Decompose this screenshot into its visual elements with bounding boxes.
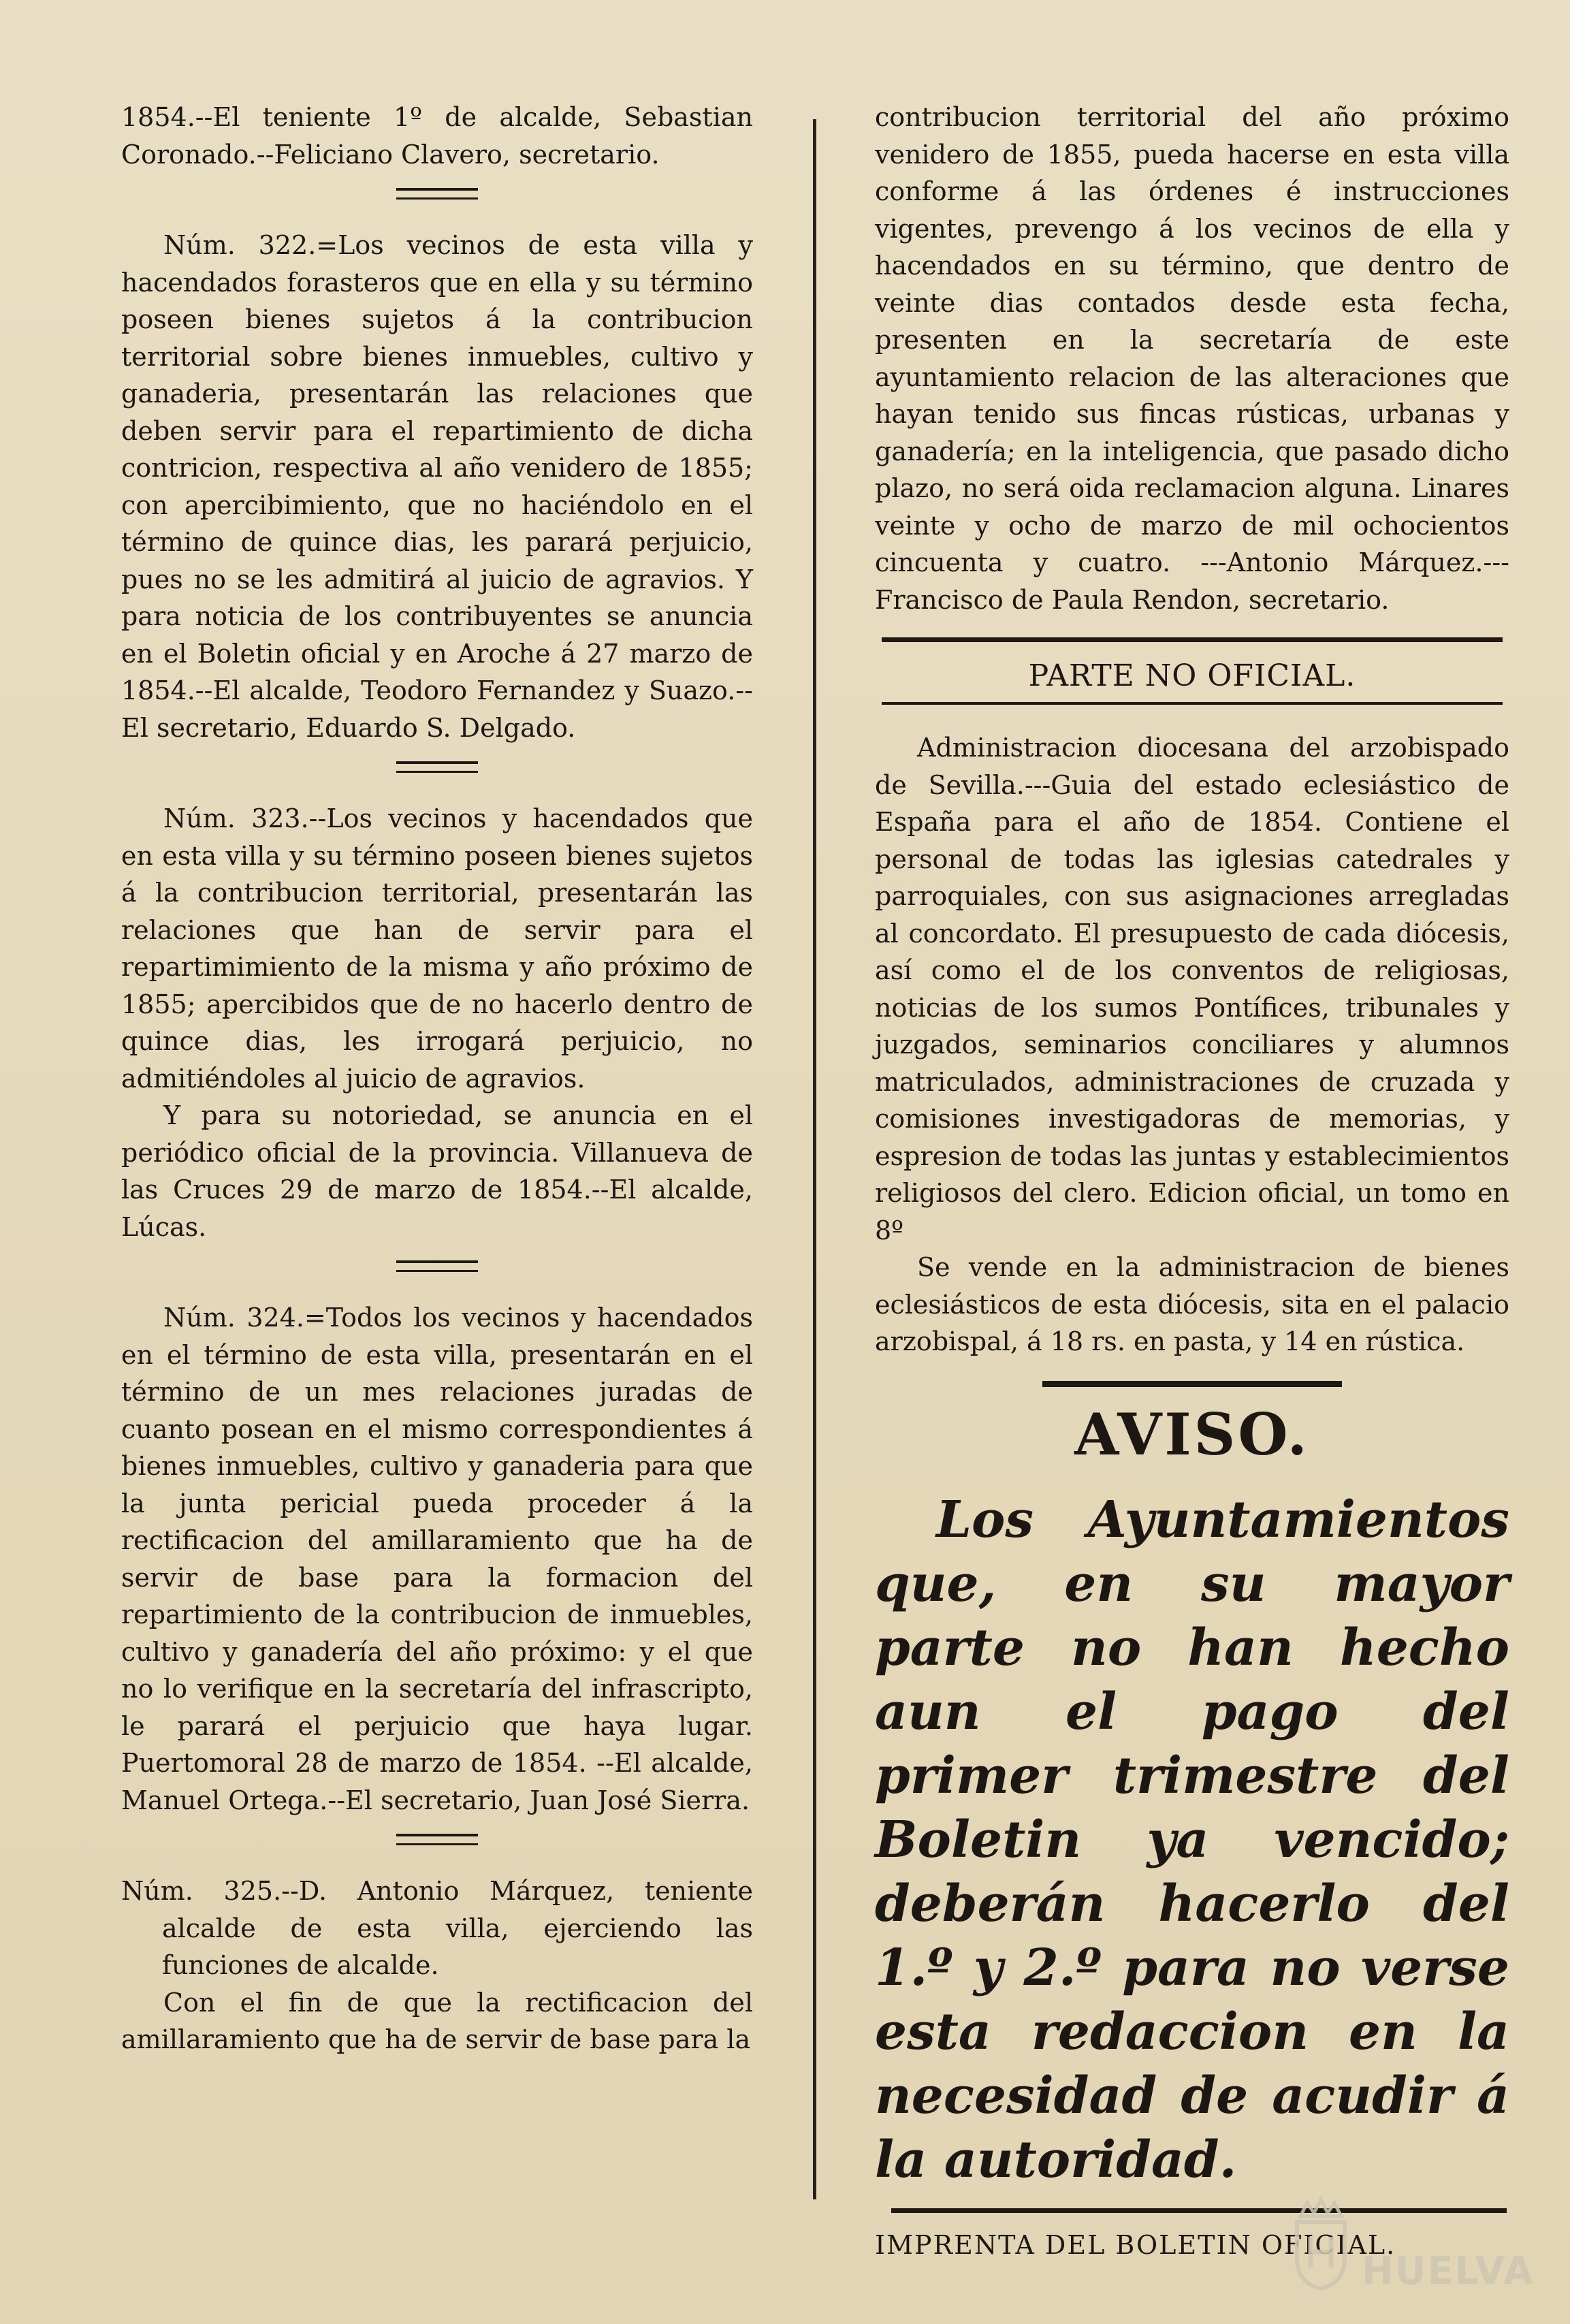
notice-325-continuation: contribucion territorial del año próximo venidero de 1855, pueda hacerse en esta villa conforme á las órdenes é instrucciones vigentes, prevengo á los vecinos de ella y hacendados en su término, que dentro de veinte dias contados desde esta fecha, presenten en la secretaría de este ayuntamiento relacion de las alteraciones que hayan tenido sus fincas rústicas, urbanas y ganadería; en la inteligencia, que pasado dicho plazo, no será oida reclamacion alguna. Linares veinte y ocho de marzo de mil ochocientos cincuenta y cuatro. ---Antonio Márquez.---Francisco de Paula Rendon, secretario. (875, 102, 1509, 615)
watermark-text: HUELVA (1362, 2249, 1535, 2293)
archive-watermark (1287, 2196, 1535, 2298)
separator (396, 188, 478, 200)
notice-324: Núm. 324.=Todos los vecinos y hacendados en el término de esta villa, presentarán en el término de un mes relaciones juradas de cuanto posean en el mismo correspondientes á bienes inmuebles, cultivo y ganaderia para que la junta pericial pueda proceder á la rectificacion del amillaramiento que ha de servir de base para la formacion del repartimiento de la contribucion de inmuebles, cultivo y ganadería del año próximo: y el que no lo verifique en la secretaría del infrascripto, le parará el perjuicio que haya lugar. Puertomoral 28 de marzo de 1854. --El alcalde, Manuel Ortega.--El secretario, Juan José Sierra. (121, 1303, 753, 1815)
separator (396, 761, 478, 773)
aviso-rule (1042, 1381, 1342, 1387)
diocesan-guide-notice: Administracion diocesana del arzobispado de Sevilla.---Guia del estado eclesiástico de España para el año de 1854. Contiene el personal de todas las iglesias catedrales y parroquiales, con sus asignaciones arregladas al concordato. El presupuesto de cada diócesis, así como el de los conventos de religiosas, noticias de los sumos Pontífices, tribunales y juzgados, seminarios conciliares y alumnos matriculados, administraciones de cruzada y comisiones investigadoras de memorias, y espresion de todas las juntas y establecimientos religiosos del clero. Edicion oficial, un tomo en 8º (875, 733, 1509, 1245)
notice-325-body: Con el fin de que la rectificacion del amillaramiento que ha de servir de base para la (121, 1987, 753, 2054)
separator (396, 1260, 478, 1272)
section-heading: PARTE NO OFICIAL. (1028, 658, 1356, 693)
right-column (875, 99, 1509, 2263)
section-rule-bottom (882, 702, 1503, 705)
diocesan-guide-sale: Se vende en la administracion de bienes eclesiásticos de esta diócesis, sita en el palacio arzobispal, á 18 rs. en pasta, y 14 en rústica. (875, 1252, 1509, 1356)
left-column (121, 99, 753, 2058)
notice-321-end: 1854.--El teniente 1º de alcalde, Sebastian Coronado.--Feliciano Clavero, secretario. (121, 102, 753, 170)
column-divider (813, 119, 816, 2199)
notice-322: Núm. 322.=Los vecinos de esta villa y hacendados forasteros que en ella y su término poseen bienes sujetos á la contribucion territorial sobre bienes inmuebles, cultivo y ganaderia, presentarán las relaciones que deben servir para el repartimiento de dicha contricion, respectiva al año venidero de 1855; con apercibimiento, que no haciéndolo en el término de quince dias, les parará perjuicio, pues no se les admitirá al juicio de agravios. Y para noticia de los contribuyentes se anuncia en el Boletin oficial y en Aroche á 27 marzo de 1854.--El alcalde, Teodoro Fernandez y Suazo.--El secretario, Eduardo S. Delgado. (121, 230, 753, 743)
aviso-body: Los Ayuntamientos que, en su mayor parte no han hecho aun el pago del primer trimestre del Boletin ya vencido; deberán hacerlo del 1.º y 2.º para no verse esta redaccion en la necesidad de acudir á la autoridad. (875, 1490, 1509, 2189)
notice-323-close: Y para su notoriedad, se anuncia en el periódico oficial de la provincia. Villanueva de las Cruces 29 de marzo de 1854.--El alcalde, Lúcas. (121, 1100, 753, 1242)
aviso-title: AVISO. (1074, 1400, 1310, 1468)
notice-325-heading: Núm. 325.--D. Antonio Márquez, teniente alcalde de esta villa, ejerciendo las funciones de alcalde. (121, 1876, 753, 1980)
printer-imprint: IMPRENTA DEL BOLETIN OFICIAL. (875, 2229, 1396, 2260)
section-rule-top (882, 637, 1503, 642)
notice-323: Núm. 323.--Los vecinos y hacendados que en esta villa y su término poseen bienes sujetos á la contribucion territorial, presentarán las relaciones que han de servir para el repartimimiento de la misma y año próximo de 1855; apercibidos que de no hacerlo dentro de quince dias, les irrogará perjuicio, no admitiéndoles al juicio de agravios. (121, 803, 753, 1094)
crown-shield-icon (1287, 2196, 1355, 2291)
separator (396, 1834, 478, 1845)
